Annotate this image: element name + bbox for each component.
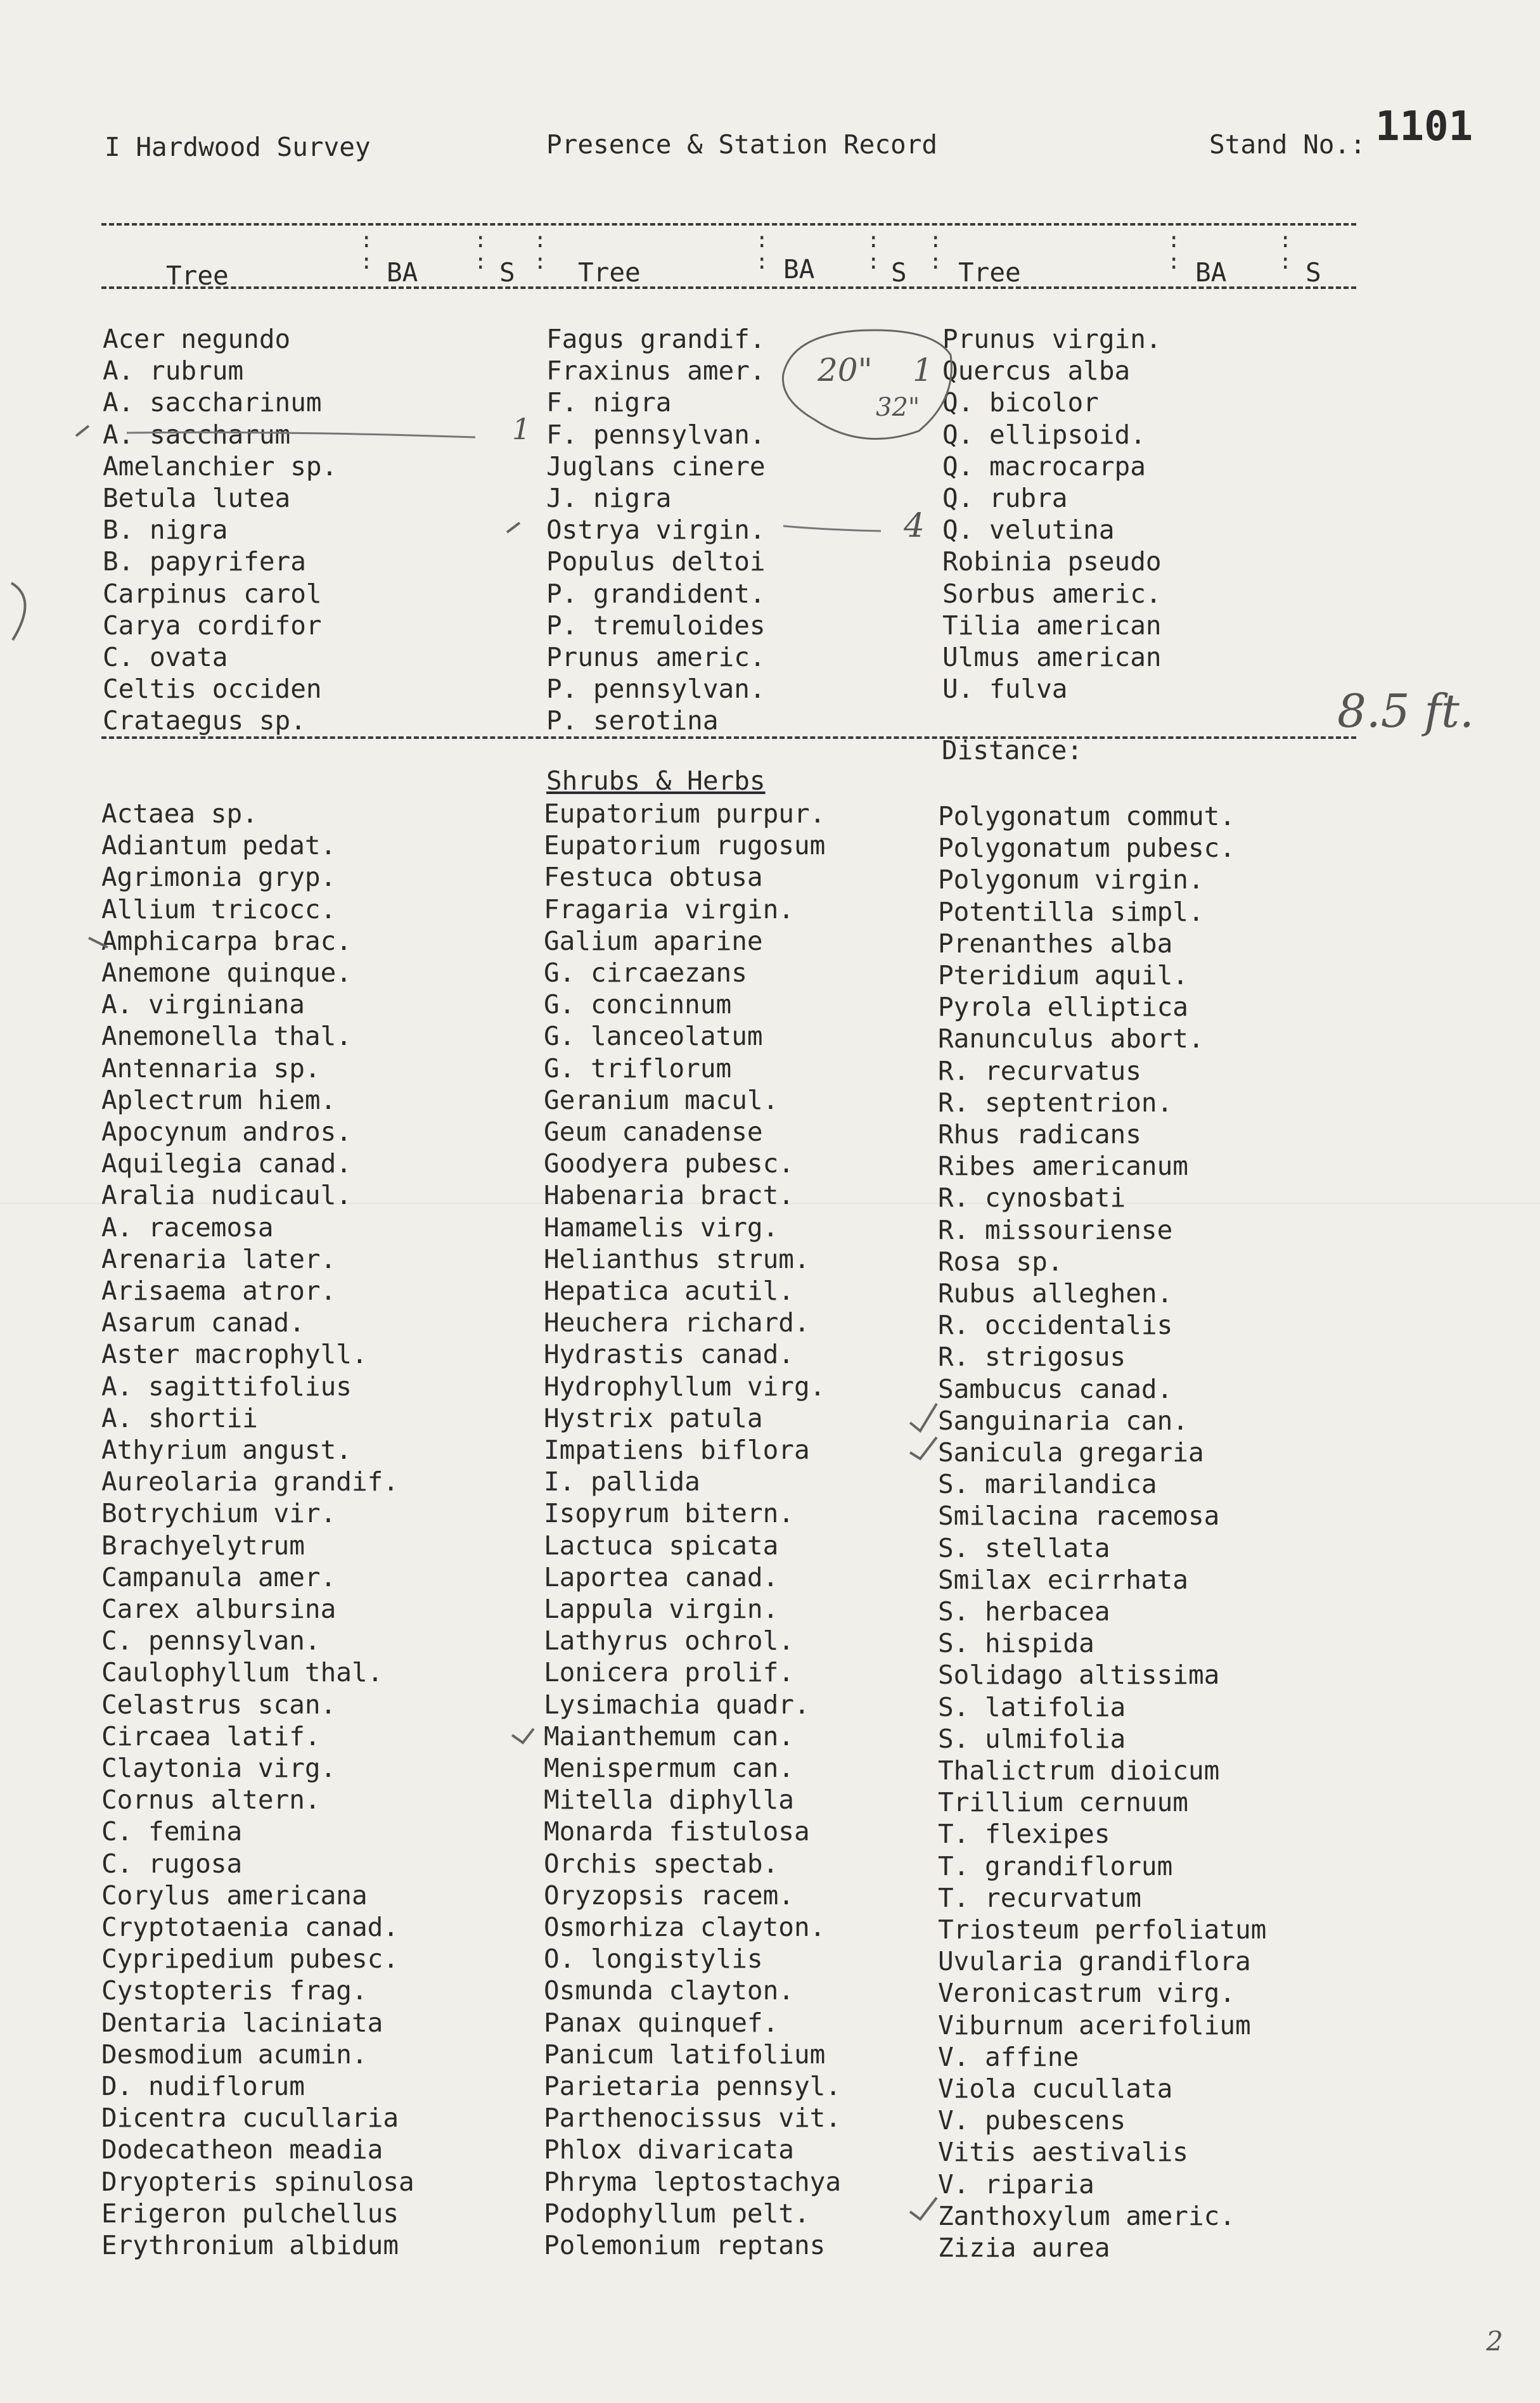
tree-name: Fraxinus amer.: [546, 356, 766, 387]
species-name: Uvularia grandiflora: [938, 1946, 1251, 1977]
tree-name: P. pennsylvan.: [546, 674, 766, 705]
species-name: Phryma leptostachya: [544, 2166, 841, 2197]
species-name: Adiantum pedat.: [101, 830, 337, 861]
species-name: Rubus alleghen.: [938, 1278, 1173, 1309]
species-name: Geranium macul.: [544, 1084, 779, 1115]
species-name: Monarda fistulosa: [544, 1816, 810, 1847]
species-name: Rosa sp.: [938, 1246, 1063, 1277]
species-name: Apocynum andros.: [101, 1117, 352, 1147]
species-name: S. stellata: [938, 1532, 1110, 1563]
species-name: T. flexipes: [938, 1819, 1110, 1850]
species-name: Amphicarpa brac.: [101, 925, 352, 956]
col-tree-2: Tree: [578, 257, 641, 288]
species-name: Lappula virgin.: [544, 1594, 779, 1624]
col-s-1: S: [499, 257, 515, 288]
species-name: Caulophyllum thal.: [101, 1657, 383, 1688]
species-name: R. cynosbati: [938, 1182, 1126, 1214]
species-name: V. riparia: [938, 2169, 1094, 2200]
species-name: Geum canadense: [544, 1117, 763, 1147]
col-ba-1: BA: [387, 257, 418, 288]
tree-name: Carya cordifor: [103, 610, 322, 641]
species-name: Smilacina racemosa: [938, 1501, 1220, 1532]
species-name: Cornus altern.: [101, 1785, 321, 1816]
tree-name: P. tremuloides: [546, 610, 766, 641]
tree-name: J. nigra: [546, 483, 672, 513]
species-name: Aureolaria grandif.: [101, 1466, 399, 1497]
species-name: I. pallida: [544, 1466, 700, 1497]
col-s-2: S: [891, 257, 907, 288]
tree-name: P. serotina: [546, 705, 719, 736]
species-name: Solidago altissima: [938, 1660, 1220, 1691]
colon: : :: [929, 227, 942, 274]
species-name: Desmodium acumin.: [101, 2039, 368, 2070]
species-name: Hepatica acutil.: [544, 1276, 794, 1306]
species-name: Osmunda clayton.: [544, 1975, 794, 2006]
species-name: Triosteum perfoliatum: [938, 1914, 1267, 1945]
tree-name: Amelanchier sp.: [103, 451, 338, 482]
tree-name: Prunus virgin.: [942, 324, 1162, 354]
col-s-3: S: [1306, 257, 1321, 288]
colon: : :: [867, 227, 880, 274]
species-name: A. virginiana: [101, 989, 305, 1020]
species-name: Eupatorium rugosum: [544, 830, 826, 861]
species-name: Hamamelis virg.: [544, 1212, 779, 1243]
species-name: Orchis spectab.: [544, 1848, 779, 1879]
species-name: Dryopteris spinulosa: [101, 2166, 414, 2197]
species-name: G. circaezans: [544, 958, 747, 988]
species-name: Veronicastrum virg.: [938, 1978, 1235, 2009]
species-name: Pteridium aquil.: [938, 960, 1188, 990]
hand-fraxinus-s: 1: [913, 352, 933, 388]
species-name: Aralia nudicaul.: [101, 1180, 352, 1211]
species-name: A. racemosa: [101, 1212, 274, 1243]
checkmark: [910, 2198, 937, 2219]
species-name: Antennaria sp.: [101, 1053, 321, 1084]
stand-number: 1101: [1375, 103, 1473, 150]
species-name: Phlox divaricata: [544, 2134, 794, 2165]
species-name: S. latifolia: [938, 1691, 1126, 1722]
tree-name: Quercus alba: [942, 356, 1131, 387]
species-name: Panicum latifolium: [544, 2039, 826, 2070]
species-name: Arenaria later.: [101, 1243, 337, 1274]
species-name: Circaea latif.: [101, 1721, 321, 1752]
species-name: Habenaria bract.: [544, 1180, 794, 1211]
checkmark: [76, 426, 89, 436]
tree-name: Betula lutea: [103, 483, 291, 513]
species-name: Viola cucullata: [938, 2073, 1173, 2104]
hand-fraxinus-ba: 20": [818, 352, 873, 388]
species-name: A. shortii: [101, 1402, 258, 1433]
hand-ostrya-s: 4: [904, 507, 925, 545]
species-name: Polygonatum pubesc.: [938, 833, 1235, 864]
species-name: Rhus radicans: [938, 1119, 1141, 1150]
tree-name: A. saccharinum: [103, 387, 322, 418]
species-name: C. rugosa: [101, 1848, 243, 1879]
species-name: V. affine: [938, 2041, 1079, 2072]
tree-name: Fagus grandif.: [546, 324, 766, 354]
species-name: Prenanthes alba: [938, 928, 1173, 959]
species-name: Arisaema atror.: [101, 1276, 337, 1306]
species-name: Actaea sp.: [101, 798, 258, 829]
species-name: S. hispida: [938, 1628, 1094, 1659]
species-name: Zanthoxylum americ.: [938, 2200, 1235, 2231]
species-name: Athyrium angust.: [101, 1435, 352, 1465]
species-name: S. marilandica: [938, 1469, 1157, 1500]
species-name: Hydrastis canad.: [544, 1339, 794, 1370]
species-name: Lathyrus ochrol.: [544, 1625, 794, 1656]
species-name: S. herbacea: [938, 1596, 1110, 1627]
species-name: C. femina: [101, 1816, 243, 1847]
species-name: Heuchera richard.: [544, 1307, 810, 1338]
survey-title: I Hardwood Survey: [105, 132, 371, 162]
species-name: Menispermum can.: [544, 1753, 794, 1783]
tree-name: B. papyrifera: [103, 546, 306, 577]
tree-name: Q. macrocarpa: [942, 451, 1146, 482]
tree-name: F. nigra: [546, 387, 672, 418]
stand-label: Stand No.:: [1209, 129, 1366, 160]
species-name: G. concinnum: [544, 989, 732, 1020]
species-name: Fragaria virgin.: [544, 894, 794, 925]
species-name: Parthenocissus vit.: [544, 2103, 841, 2134]
species-name: Lonicera prolif.: [544, 1657, 794, 1688]
species-name: Galium aparine: [544, 925, 763, 956]
species-name: T. grandiflorum: [938, 1850, 1173, 1881]
tree-name: B. nigra: [103, 515, 228, 546]
bracket-mark: [11, 583, 25, 640]
species-name: Ribes americanum: [938, 1151, 1188, 1182]
tree-name: P. grandident.: [546, 578, 766, 609]
colon: : :: [360, 227, 373, 274]
species-name: G. triflorum: [544, 1053, 732, 1084]
species-name: Eupatorium purpur.: [544, 798, 826, 829]
species-name: Smilax ecirrhata: [938, 1564, 1188, 1595]
species-name: Vitis aestivalis: [938, 2137, 1188, 2168]
tree-name: Q. velutina: [942, 515, 1115, 546]
colon: : :: [1167, 227, 1181, 274]
species-name: Erigeron pulchellus: [101, 2198, 399, 2229]
species-name: Lysimachia quadr.: [544, 1689, 810, 1720]
tree-name: Populus deltoi: [546, 546, 766, 577]
tree-name: A. rubrum: [103, 356, 244, 387]
tree-name: U. fulva: [942, 674, 1068, 705]
tree-name: Ulmus american: [942, 642, 1162, 672]
species-name: Dodecatheon meadia: [101, 2134, 383, 2165]
species-name: T. recurvatum: [938, 1882, 1141, 1913]
species-name: Sambucus canad.: [938, 1373, 1173, 1404]
species-name: S. ulmifolia: [938, 1723, 1126, 1754]
species-name: V. pubescens: [938, 2105, 1126, 2136]
pencil-line: [127, 432, 475, 437]
species-name: Podophyllum pelt.: [544, 2198, 810, 2229]
tree-name: Ostrya virgin.: [546, 515, 766, 546]
checkmark: [512, 1729, 534, 1743]
species-name: Maianthemum can.: [544, 1721, 794, 1752]
tree-name: Q. bicolor: [942, 387, 1099, 418]
species-name: Potentilla simpl.: [938, 896, 1204, 927]
pencil-line: [783, 526, 881, 531]
species-name: C. pennsylvan.: [101, 1625, 321, 1656]
species-name: R. recurvatus: [938, 1055, 1141, 1086]
species-name: Brachyelytrum: [101, 1530, 305, 1561]
colon: : :: [534, 227, 547, 274]
checkmark: [910, 1404, 937, 1431]
species-name: Goodyera pubesc.: [544, 1148, 794, 1179]
species-name: Celastrus scan.: [101, 1689, 337, 1720]
species-name: Aplectrum hiem.: [101, 1084, 337, 1115]
tree-name: Sorbus americ.: [942, 578, 1162, 609]
species-name: Hystrix patula: [544, 1402, 763, 1433]
tree-name: C. ovata: [103, 642, 228, 672]
hand-saccharum-s: 1: [512, 412, 531, 446]
species-name: Festuca obtusa: [544, 862, 763, 893]
species-name: O. longistylis: [544, 1944, 763, 1975]
species-name: Polygonum virgin.: [938, 864, 1204, 895]
species-name: Lactuca spicata: [544, 1530, 779, 1561]
tree-name: Q. ellipsoid.: [942, 419, 1146, 450]
species-name: Mitella diphylla: [544, 1785, 794, 1816]
species-name: Isopyrum bitern.: [544, 1498, 794, 1529]
species-name: Allium tricocc.: [101, 894, 337, 925]
species-name: Asarum canad.: [101, 1307, 305, 1338]
tree-name: Robinia pseudo: [942, 546, 1162, 577]
tree-name: Q. rubra: [942, 483, 1068, 513]
hand-distance: 8.5 ft.: [1337, 684, 1474, 738]
tree-name: Carpinus carol: [103, 578, 322, 609]
species-name: Dicentra cucullaria: [101, 2103, 399, 2134]
tree-name: A. saccharum: [103, 419, 291, 450]
species-name: Erythronium albidum: [101, 2230, 399, 2260]
species-name: Cryptotaenia canad.: [101, 1912, 399, 1942]
tree-name: Juglans cinere: [546, 451, 766, 482]
species-name: Cystopteris frag.: [101, 1975, 368, 2006]
species-name: R. occidentalis: [938, 1310, 1173, 1341]
col-tree-3: Tree: [958, 257, 1021, 288]
shrubs-heading: Shrubs & Herbs: [546, 766, 766, 796]
species-name: Trillium cernuum: [938, 1787, 1188, 1818]
species-name: Anemonella thal.: [101, 1021, 352, 1052]
species-name: Polemonium reptans: [544, 2230, 826, 2260]
col-tree-1: Tree: [166, 260, 229, 291]
species-name: G. lanceolatum: [544, 1021, 763, 1052]
tree-name: Celtis occiden: [103, 674, 322, 705]
col-ba-3: BA: [1195, 257, 1227, 288]
page-number: 2: [1486, 2326, 1503, 2357]
colon: : :: [474, 227, 487, 274]
tree-name: Prunus americ.: [546, 642, 766, 672]
species-name: R. septentrion.: [938, 1087, 1173, 1118]
species-name: Ranunculus abort.: [938, 1023, 1204, 1054]
species-name: Aquilegia canad.: [101, 1148, 352, 1179]
species-name: Agrimonia gryp.: [101, 862, 337, 893]
species-name: Campanula amer.: [101, 1561, 337, 1592]
species-name: Pyrola elliptica: [938, 992, 1188, 1023]
checkmark: [89, 938, 108, 947]
colon: : :: [1279, 227, 1292, 274]
species-name: Oryzopsis racem.: [544, 1880, 794, 1911]
checkmark: [507, 523, 520, 532]
species-name: Aster macrophyll.: [101, 1339, 368, 1370]
species-name: Polygonatum commut.: [938, 801, 1235, 831]
species-name: Sanicula gregaria: [938, 1437, 1204, 1468]
species-name: Laportea canad.: [544, 1561, 779, 1592]
species-name: Zizia aurea: [938, 2233, 1110, 2263]
species-name: Thalictrum dioicum: [938, 1755, 1220, 1786]
distance-label: Distance:: [942, 735, 1083, 766]
species-name: Viburnum acerifolium: [938, 2009, 1251, 2041]
species-name: Osmorhiza clayton.: [544, 1912, 826, 1942]
record-title: Presence & Station Record: [546, 129, 938, 160]
species-name: Dentaria laciniata: [101, 2007, 383, 2038]
tree-name: Tilia american: [942, 610, 1162, 641]
species-name: Claytonia virg.: [101, 1753, 337, 1783]
species-name: Parietaria pennsyl.: [544, 2071, 841, 2101]
col-ba-2: BA: [783, 254, 815, 285]
species-name: Cypripedium pubesc.: [101, 1944, 399, 1975]
species-name: Helianthus strum.: [544, 1243, 810, 1274]
species-name: Anemone quinque.: [101, 958, 352, 988]
colon: : :: [755, 227, 769, 274]
hand-fraxinus-ba2: 32": [876, 393, 920, 422]
species-name: Panax quinquef.: [544, 2007, 779, 2038]
species-name: A. sagittifolius: [101, 1371, 352, 1402]
species-name: Corylus americana: [101, 1880, 368, 1911]
checkmark: [910, 1437, 937, 1459]
species-name: Carex albursina: [101, 1594, 337, 1624]
species-name: Impatiens biflora: [544, 1435, 810, 1465]
tree-name: Crataegus sp.: [103, 705, 306, 736]
species-name: Sanguinaria can.: [938, 1405, 1188, 1436]
species-name: R. strigosus: [938, 1342, 1126, 1373]
species-name: D. nudiflorum: [101, 2071, 305, 2101]
tree-name: Acer negundo: [103, 324, 291, 354]
species-name: Botrychium vir.: [101, 1498, 337, 1529]
tree-name: F. pennsylvan.: [546, 419, 766, 450]
species-name: R. missouriense: [938, 1214, 1173, 1245]
species-name: Hydrophyllum virg.: [544, 1371, 826, 1402]
